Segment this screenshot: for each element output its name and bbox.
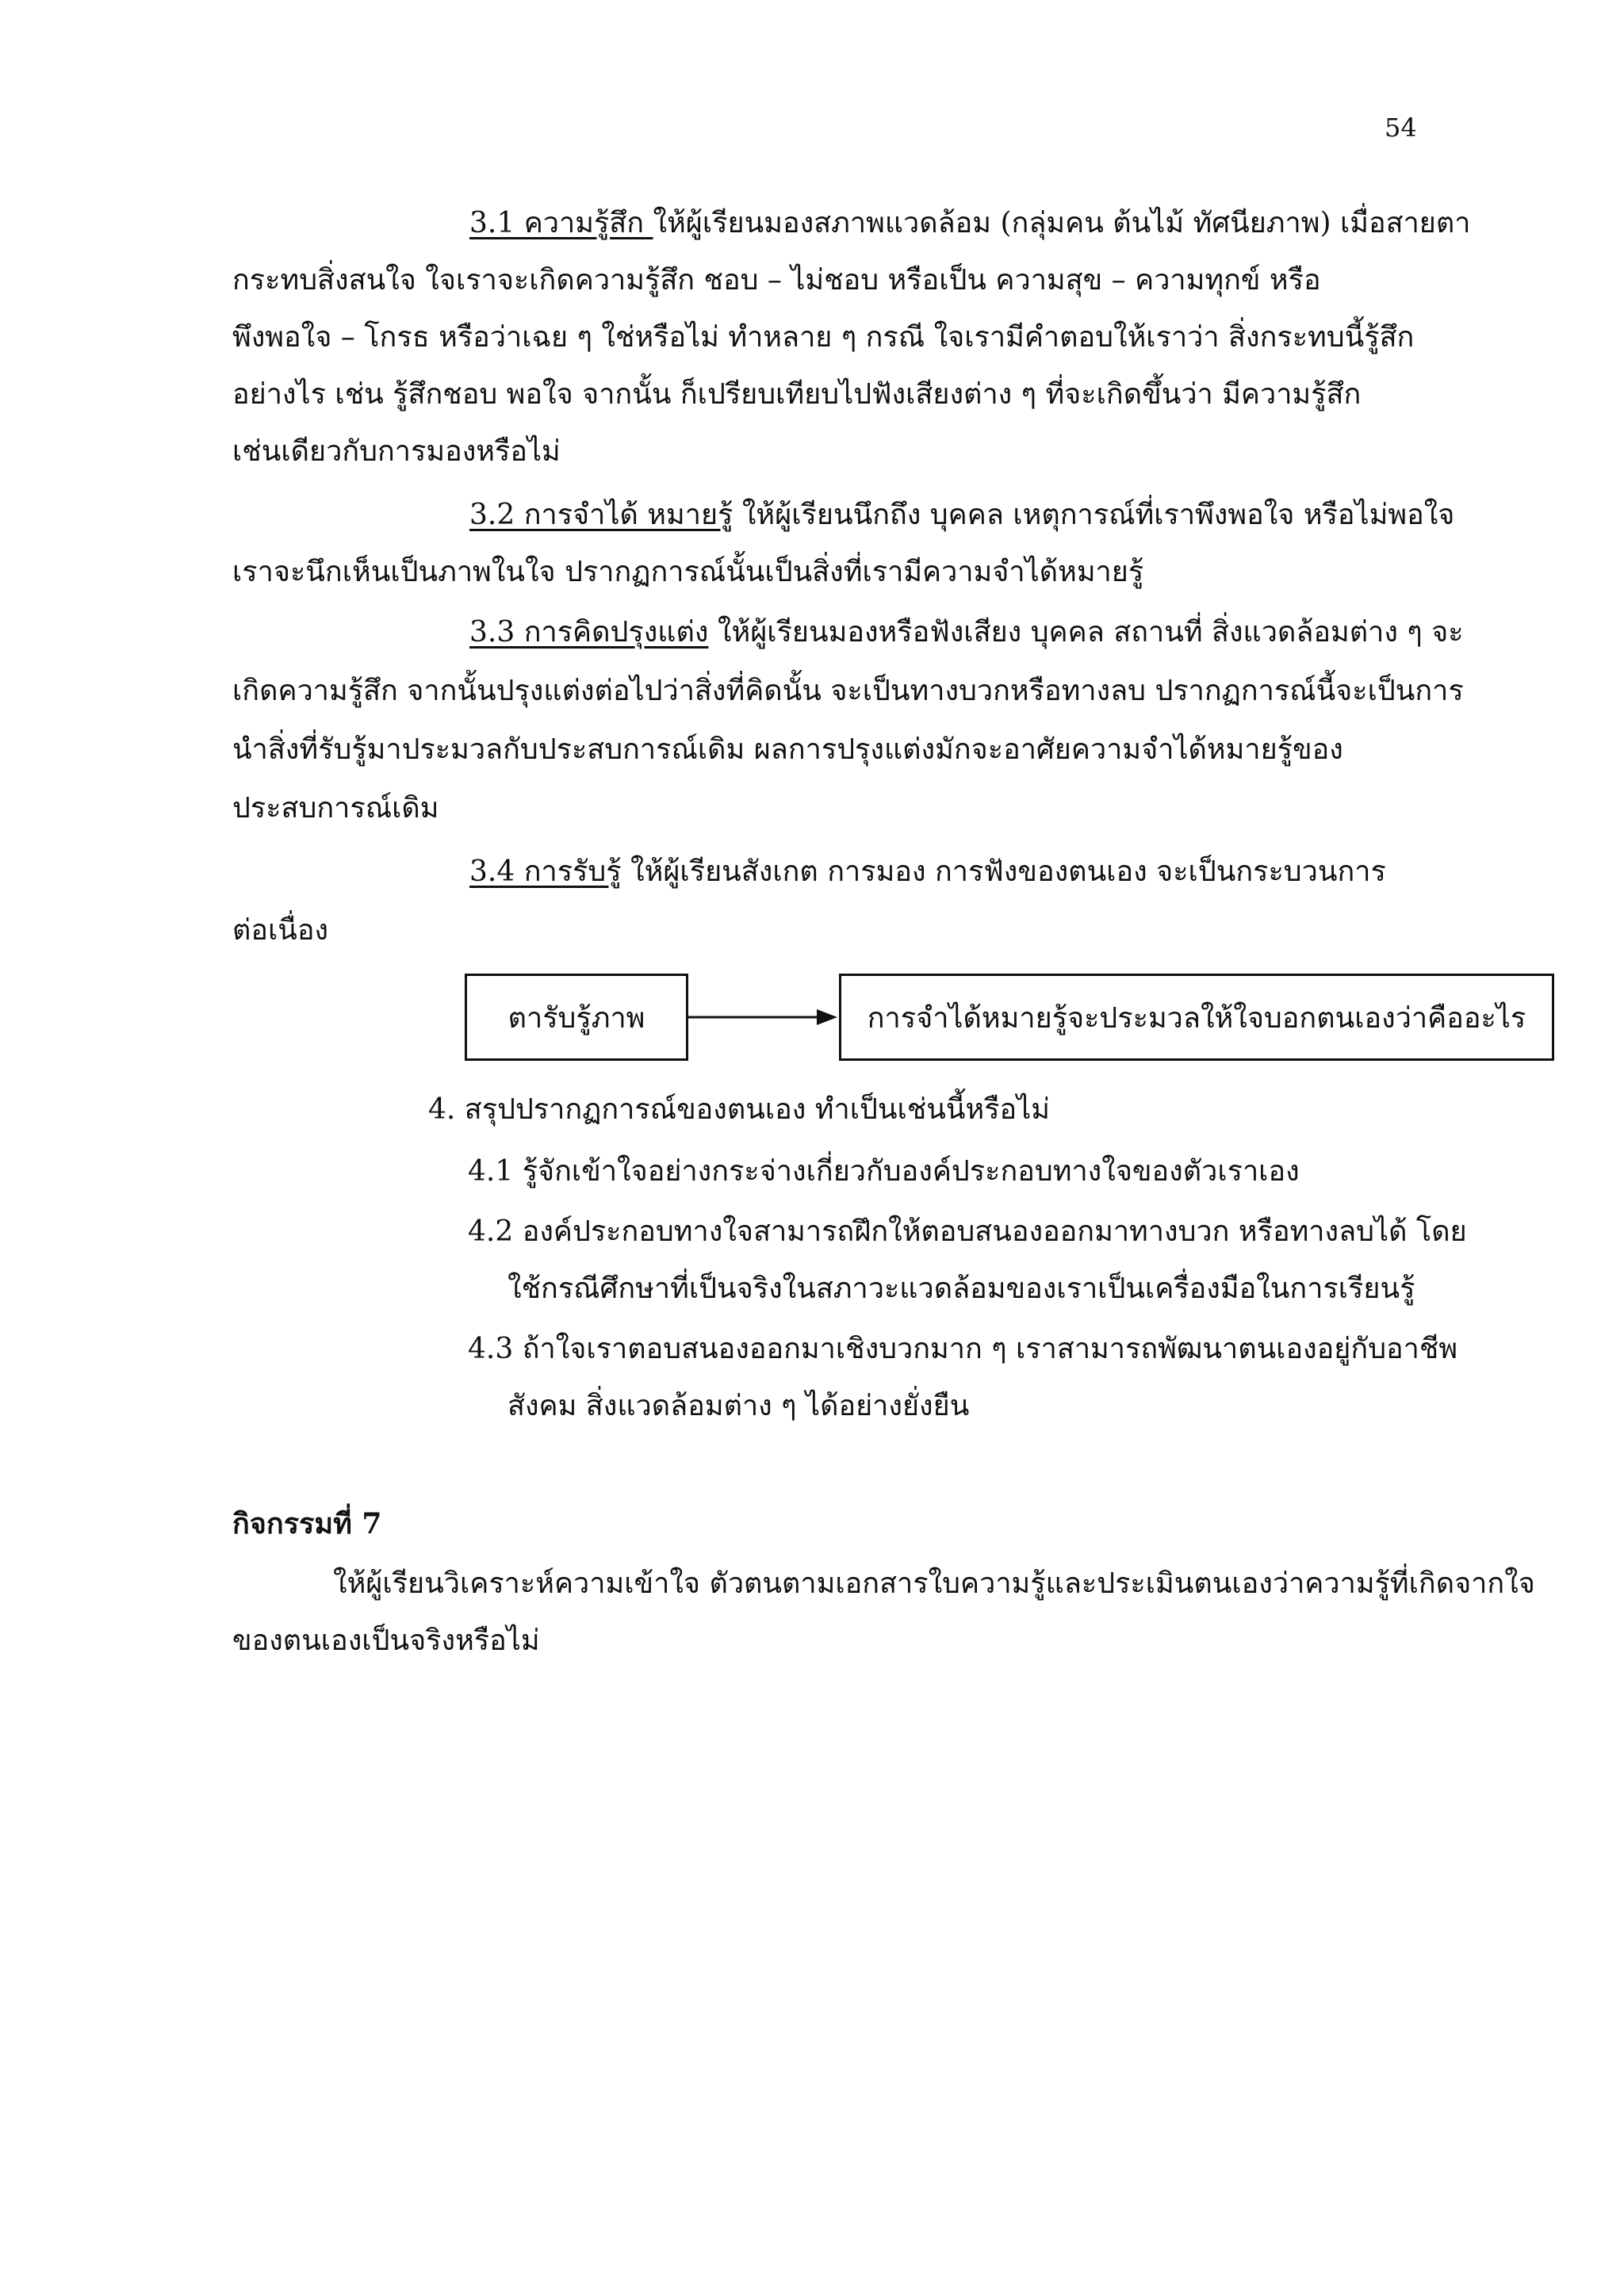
section-3-4-label: 3.4 การรับรู้ <box>469 855 622 888</box>
section-3-3-line-2: เกิดความรู้สึก จากนั้นปรุงแต่งต่อไปว่าสิ่งที่คิดนั้น จะเป็นทางบวกหรือทางลบ ปรากฏการณ์นี้จะเป็นการ <box>232 675 1464 707</box>
section-3-4-line-1 <box>469 853 1624 891</box>
section-3-1-line-4: อย่างไร เช่น รู้สึกชอบ พอใจ จากนั้น ก็เปรียบเทียบไปฟังเสียงต่าง ๆ ที่จะเกิดขึ้นว่า มีความรู้สึก <box>232 378 1362 411</box>
activity-heading: กิจกรรมที่ 7 <box>232 1507 382 1540</box>
section-3-3-line-1 <box>469 614 1624 652</box>
section-4-title: 4. สรุปปรากฏการณ์ของตนเอง ทำเป็นเช่นนี้หรือไม่ <box>428 1093 1051 1126</box>
section-3-4-line-2: ต่อเนื่อง <box>232 914 329 947</box>
activity-line-1: ให้ผู้เรียนวิเคราะห์ความเข้าใจ ตัวตนตามเอกสารใบความรู้และประเมินตนเองว่าความรู้ที่เกิดจากใจ <box>333 1567 1535 1600</box>
section-4-3-line-1: 4.3 ถ้าใจเราตอบสนองออกมาเชิงบวกมาก ๆ เราสามารถพัฒนาตนเองอยู่กับอาชีพ <box>468 1333 1458 1365</box>
section-4-3-line-2: สังคม สิ่งแวดล้อมต่าง ๆ ได้อย่างยั่งยืน <box>508 1390 970 1422</box>
diagram-box-left <box>465 974 688 1061</box>
arrow-right-icon <box>687 1005 841 1029</box>
section-3-2-line-2: เราจะนึกเห็นเป็นภาพในใจ ปรากฏการณ์นั้นเป็นสิ่งที่เรามีความจำได้หมายรู้ <box>232 556 1144 588</box>
section-3-1-line-2: กระทบสิ่งสนใจ ใจเราจะเกิดความรู้สึก ชอบ – ไม่ชอบ หรือเป็น ความสุข – ความทุกข์ หรือ <box>232 264 1321 297</box>
diagram-box-right-label: การจำได้หมายรู้จะประมวลให้ใจบอกตนเองว่าคืออะไร <box>867 1001 1526 1035</box>
activity-line-2: ของตนเองเป็นจริงหรือไม่ <box>232 1624 540 1657</box>
page-number: 54 <box>1385 113 1417 143</box>
section-4-2-line-1: 4.2 องค์ประกอบทางใจสามารถฝึกให้ตอบสนองออกมาทางบวก หรือทางลบได้ โดย <box>468 1215 1467 1248</box>
section-3-3-text-1: ให้ผู้เรียนมองหรือฟังเสียง บุคคล สถานที่ สิ่งแวดล้อมต่าง ๆ จะ <box>708 616 1464 649</box>
section-3-2-text-1: ให้ผู้เรียนนึกถึง บุคคล เหตุการณ์ที่เราพึงพอใจ หรือไม่พอใจ <box>733 499 1455 531</box>
diagram-box-right <box>839 974 1554 1061</box>
section-3-1-line-3: พึงพอใจ – โกรธ หรือว่าเฉย ๆ ใช่หรือไม่ ทำหลาย ๆ กรณี ใจเรามีคำตอบให้เราว่า สิ่งกระทบนี้รู้สึก <box>232 321 1415 354</box>
diagram-box-left-label: ตารับรู้ภาพ <box>508 1001 645 1035</box>
section-3-1-label: 3.1 ความรู้สึก <box>469 207 653 239</box>
section-4-2-line-2: ใช้กรณีศึกษาที่เป็นจริงในสภาวะแวดล้อมของเราเป็นเครื่องมือในการเรียนรู้ <box>508 1272 1415 1305</box>
section-3-2-label: 3.2 การจำได้ หมายรู้ <box>469 499 733 531</box>
section-3-1-text-1: ให้ผู้เรียนมองสภาพแวดล้อม (กลุ่มคน ต้นไม้ ทัศนียภาพ) เมื่อสายตา <box>653 207 1471 239</box>
section-3-4-text-1: ให้ผู้เรียนสังเกต การมอง การฟังของตนเอง จะเป็นกระบวนการ <box>621 855 1386 888</box>
section-3-2-line-1 <box>469 496 1624 534</box>
section-3-3-line-4: ประสบการณ์เดิม <box>232 792 439 825</box>
section-4-1: 4.1 รู้จักเข้าใจอย่างกระจ่างเกี่ยวกับองค์ประกอบทางใจของตัวเราเอง <box>468 1155 1300 1188</box>
section-3-1-line-5: เช่นเดียวกับการมองหรือไม่ <box>232 435 561 468</box>
section-3-3-line-3: นำสิ่งที่รับรู้มาประมวลกับประสบการณ์เดิม ผลการปรุงแต่งมักจะอาศัยความจำได้หมายรู้ของ <box>232 733 1343 766</box>
section-3-3-label: 3.3 การคิดปรุงแต่ง <box>469 616 709 649</box>
section-3-1-line-1 <box>469 205 1624 243</box>
